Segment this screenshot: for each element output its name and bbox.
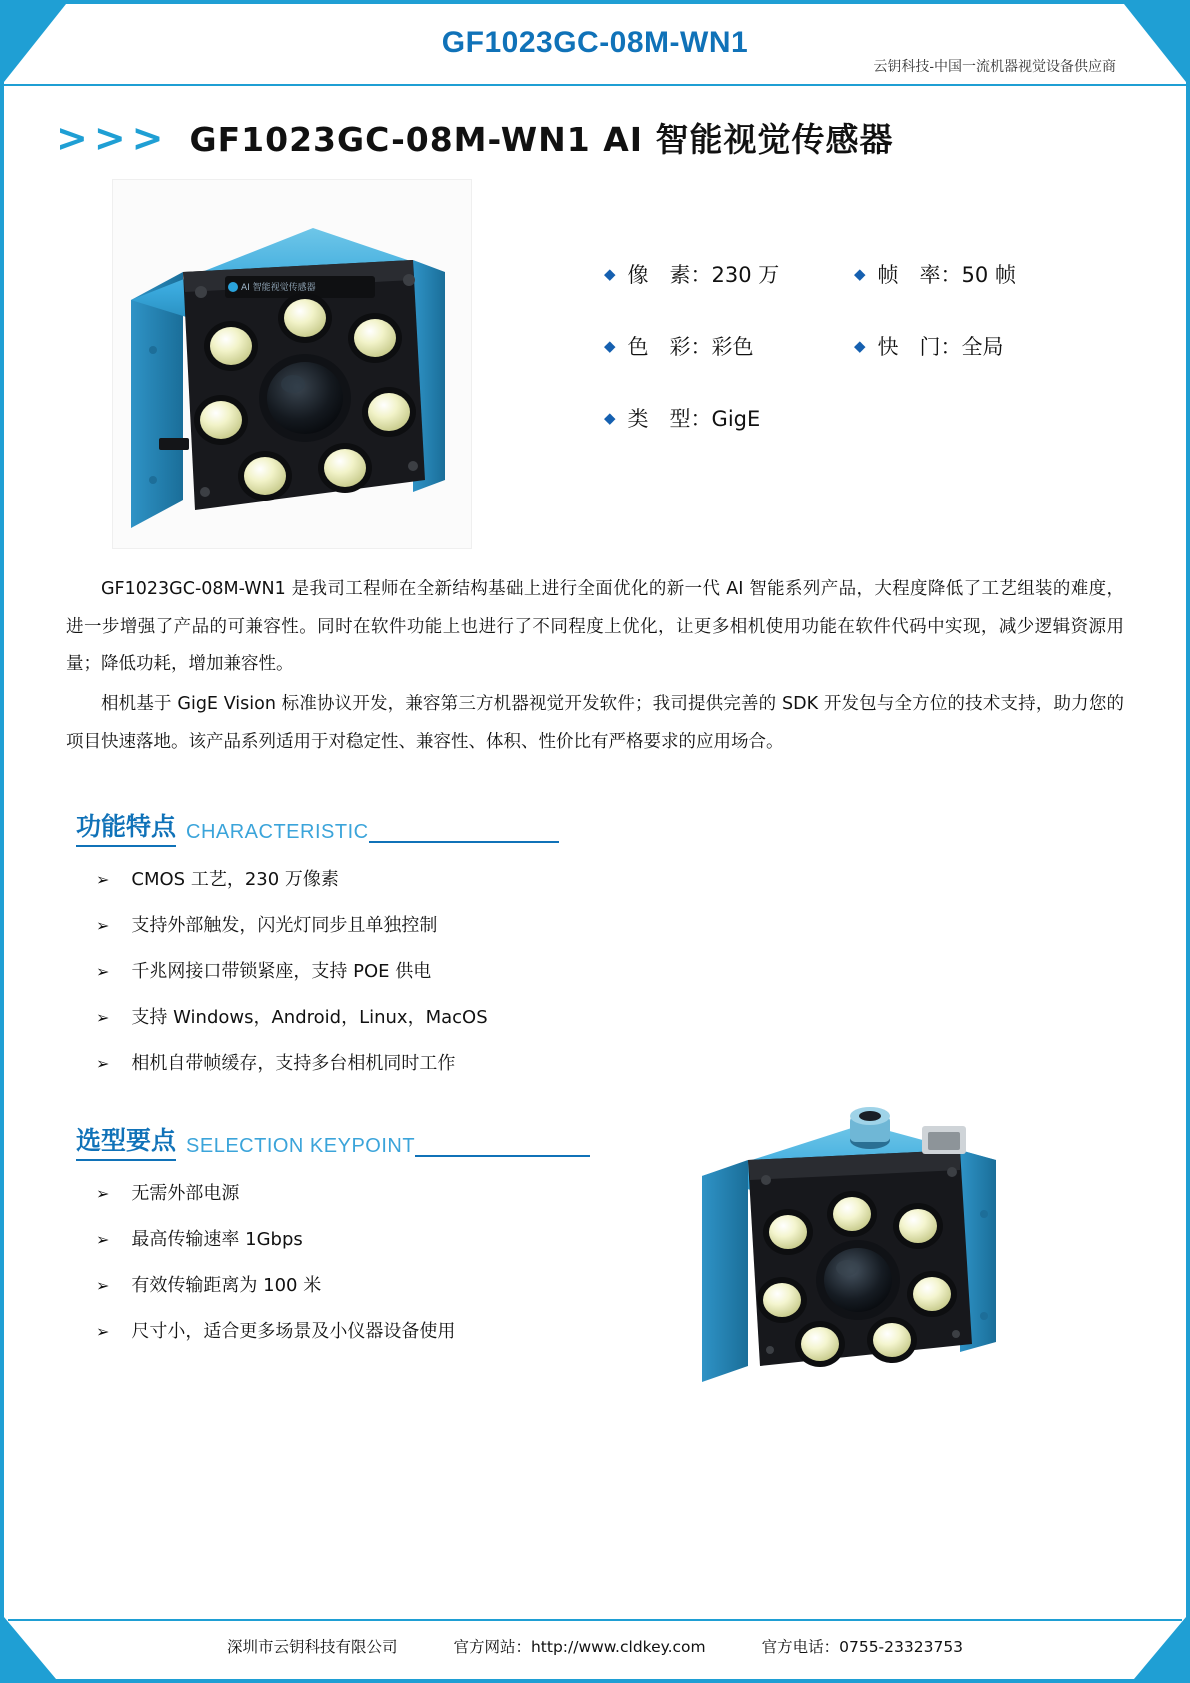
svg-text:AI 智能视觉传感器: AI 智能视觉传感器 [241, 283, 316, 293]
description-paragraph: 相机基于 GigE Vision 标准协议开发，兼容第三方机器视觉开发软件；我司提供完善的 SDK 开发包与全方位的技术支持，助力您的项目快速落地。该产品系列适用于对稳定性、兼容性、体积、性价比有严格要求的应用场合。 [66, 693, 1124, 752]
list-item [96, 911, 1186, 937]
diamond-bullet-icon: ◆ [854, 337, 866, 355]
section-heading-characteristic [76, 807, 1186, 847]
arrow-bullet-icon: ➢ [96, 1322, 110, 1342]
spec-label: 帧 率：50 帧 [877, 263, 1016, 287]
list-item-label: CMOS 工艺，230 万像素 [131, 869, 339, 891]
list-item-label: 尺寸小，适合更多场景及小仪器设备使用 [131, 1321, 456, 1343]
spec-item [604, 403, 854, 433]
diamond-bullet-icon: ◆ [604, 409, 616, 427]
spec-item [604, 259, 854, 289]
spec-item [604, 331, 854, 361]
camera-front-illustration [113, 180, 473, 550]
list-item-label: 千兆网接口带锁紧座，支持 POE 供电 [131, 961, 432, 983]
product-title-row [56, 114, 1186, 161]
arrow-bullet-icon: ➢ [96, 1184, 110, 1204]
section-rule [415, 1155, 590, 1157]
arrow-bullet-icon: ➢ [96, 962, 110, 982]
list-item-label: 支持外部触发，闪光灯同步且单独控制 [131, 915, 438, 937]
spec-list [604, 259, 1124, 433]
footer-company: 深圳市云钥科技有限公司 [226, 1638, 398, 1656]
list-item [96, 1271, 1186, 1297]
spec-label: 类 型：GigE [627, 407, 761, 431]
list-item [96, 1179, 1186, 1205]
corner-decoration-bottom-right [1134, 1617, 1186, 1679]
selection-list [96, 1179, 1186, 1343]
section-title-cn: 选型要点 [76, 1121, 176, 1161]
list-item [96, 1225, 1186, 1251]
spec-label: 快 门：全局 [877, 335, 1004, 359]
list-item [96, 1003, 1186, 1029]
arrow-bullet-icon: ➢ [96, 1008, 110, 1028]
arrow-bullet-icon: ➢ [96, 1276, 110, 1296]
section-title-en: SELECTION KEYPOINT [186, 1135, 416, 1158]
product-title: GF1023GC-08M-WN1 AI 智能视觉传感器 [189, 120, 894, 159]
diamond-bullet-icon: ◆ [604, 265, 616, 283]
list-item-label: 相机自带帧缓存，支持多台相机同时工作 [131, 1053, 456, 1075]
section-rule [369, 841, 559, 843]
product-image-angled [684, 1094, 1014, 1404]
section-title-cn: 功能特点 [76, 807, 176, 847]
section-title-en: CHARACTERISTIC [186, 821, 369, 844]
arrow-bullet-icon: ➢ [96, 1230, 110, 1250]
list-item [96, 865, 1186, 891]
footer-website: 官方网站：http://www.cldkey.com [453, 1638, 706, 1656]
corner-decoration-bottom-left [4, 1617, 56, 1679]
arrow-bullet-icon: ➢ [96, 1054, 110, 1074]
header-subtitle: 云钥科技-中国一流机器视觉设备供应商 [873, 58, 1116, 74]
list-item-label: 有效传输距离为 100 米 [131, 1275, 322, 1297]
diamond-bullet-icon: ◆ [854, 265, 866, 283]
list-item [96, 957, 1186, 983]
list-item-label: 无需外部电源 [131, 1183, 240, 1205]
list-item-label: 最高传输速率 1Gbps [131, 1229, 303, 1251]
hero-section [4, 171, 1186, 571]
spec-item [854, 331, 1104, 361]
page-footer [8, 1619, 1182, 1657]
diamond-bullet-icon: ◆ [604, 337, 616, 355]
camera-angled-illustration [684, 1094, 1014, 1404]
product-image-front [112, 179, 472, 549]
spec-label: 像 素：230 万 [627, 263, 780, 287]
page-header [4, 4, 1186, 86]
list-item [96, 1317, 1186, 1343]
header-title: GF1023GC-08M-WN1 [441, 26, 749, 59]
list-item [96, 1049, 1186, 1075]
list-item-label: 支持 Windows，Android，Linux，MacOS [131, 1007, 488, 1029]
section-heading-selection [76, 1121, 1186, 1161]
arrow-bullet-icon: ➢ [96, 870, 110, 890]
arrow-bullet-icon: ➢ [96, 916, 110, 936]
footer-phone: 官方电话：0755-23323753 [761, 1638, 964, 1656]
characteristic-list [96, 865, 1186, 1075]
spec-item [854, 259, 1104, 289]
chevron-right-icon: >>> [56, 115, 170, 160]
description-paragraph: GF1023GC-08M-WN1 是我司工程师在全新结构基础上进行全面优化的新一代 AI 智能系列产品，大程度降低了工艺组装的难度，进一步增强了产品的可兼容性。同时在软件功能上也进行了不同程度上优化，让更多相机使用功能在软件代码中实现，减少逻辑资源用量；降低功耗，增加兼容性。 [66, 579, 1124, 675]
spec-label: 色 彩：彩色 [627, 335, 754, 359]
